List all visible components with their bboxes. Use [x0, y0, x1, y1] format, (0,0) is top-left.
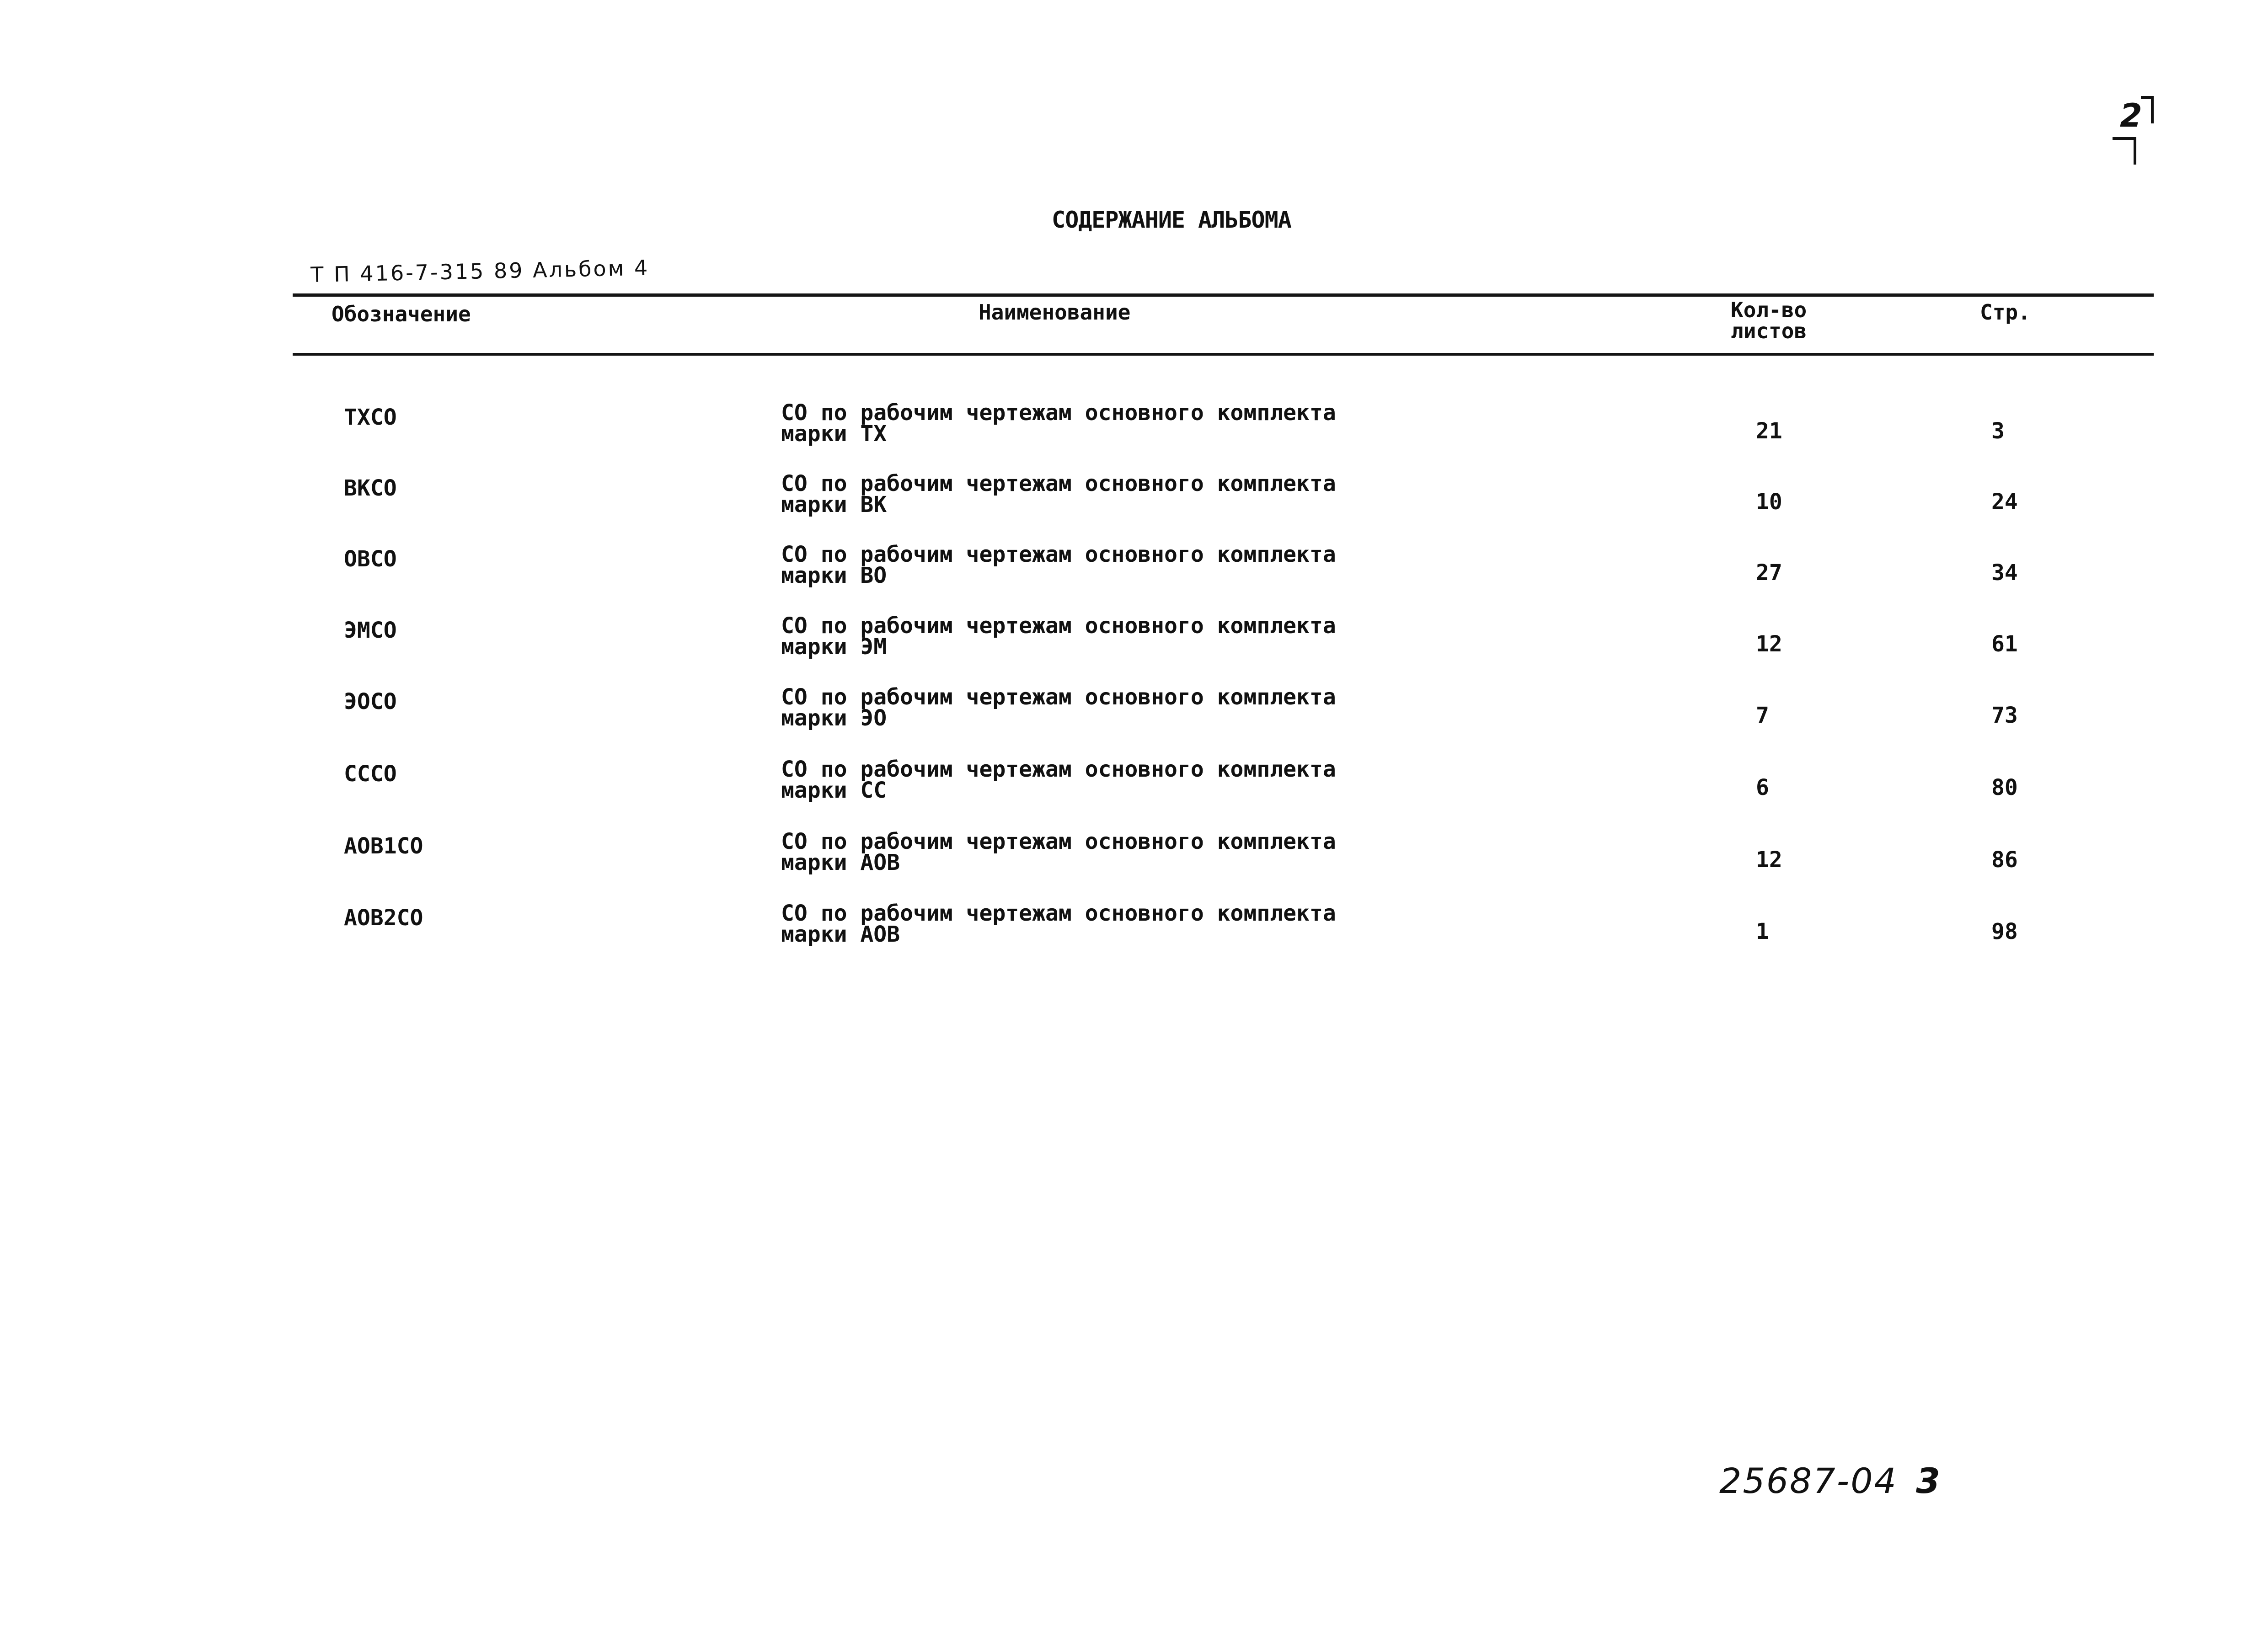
- row-name-line2: марки ВК: [781, 492, 887, 517]
- row-designation: СССО: [344, 761, 397, 787]
- row-name-line1: СО по рабочим чертежам основного комплекта: [781, 400, 1336, 426]
- row-designation: АОВ2СО: [344, 905, 423, 931]
- table-row: [0, 615, 2268, 684]
- row-sheets: 7: [1756, 703, 1769, 728]
- row-name: [781, 759, 1375, 801]
- row-sheets: 12: [1756, 631, 1782, 657]
- table-row: [0, 684, 2268, 755]
- row-name-line1: СО по рабочим чертежам основного комплекта: [781, 829, 1336, 854]
- row-sheets: 21: [1756, 418, 1782, 444]
- row-page: 80: [1991, 775, 2018, 800]
- document-code: 25687-04: [1719, 1460, 1898, 1501]
- row-designation: ТХСО: [344, 405, 397, 430]
- row-page: 73: [1991, 703, 2018, 728]
- row-name-line1: СО по рабочим чертежам основного комплекта: [781, 542, 1336, 567]
- row-name-line2: марки ЭМ: [781, 634, 887, 660]
- row-name-line1: СО по рабочим чертежам основного комплекта: [781, 684, 1336, 710]
- table-row: [0, 759, 2268, 827]
- sheet-number: 3: [1916, 1460, 1940, 1501]
- header-name: Наименование: [979, 300, 1131, 325]
- album-reference: Т П 416-7-315 89 Альбом 4: [310, 255, 650, 287]
- row-sheets: 1: [1756, 919, 1769, 944]
- document-title: СОДЕРЖАНИЕ АЛЬБОМА: [1052, 207, 1291, 233]
- row-name: [781, 400, 1375, 447]
- table-row: [0, 544, 2268, 613]
- row-sheets: 10: [1756, 489, 1782, 515]
- header-sheets-line2: листов: [1731, 319, 1807, 343]
- row-page: 24: [1991, 489, 2018, 515]
- row-designation: ВКСО: [344, 475, 397, 501]
- row-name-line1: СО по рабочим чертежам основного комплекта: [781, 471, 1336, 496]
- header-bottom-rule: [293, 353, 2154, 356]
- page-number: 2: [2120, 97, 2142, 134]
- table-top-rule: [293, 293, 2154, 297]
- row-name: [781, 473, 1375, 515]
- row-name: [781, 544, 1375, 586]
- row-name-line2: марки АОВ: [781, 850, 900, 875]
- row-name-line2: марки ВО: [781, 563, 887, 588]
- row-designation: ОВСО: [344, 546, 397, 572]
- row-name-line1: СО по рабочим чертежам основного комплекта: [781, 757, 1336, 782]
- row-designation: ЭОСО: [344, 689, 397, 714]
- row-name: [781, 613, 1375, 660]
- header-sheets-line1: Кол-во: [1731, 298, 1807, 322]
- corner-bracket-top: [2141, 96, 2154, 123]
- row-sheets: 27: [1756, 560, 1782, 586]
- row-name: [781, 684, 1375, 731]
- row-page: 86: [1991, 847, 2018, 873]
- row-name-line2: марки ТХ: [781, 421, 887, 447]
- header-sheets: [1731, 299, 1807, 341]
- row-sheets: 12: [1756, 847, 1782, 873]
- page-corner-mark: [2103, 91, 2154, 169]
- table-row: [0, 831, 2268, 900]
- table-row: [0, 402, 2268, 471]
- row-page: 3: [1991, 418, 2005, 444]
- row-name: [781, 903, 1375, 945]
- row-name-line1: СО по рабочим чертежам основного комплекта: [781, 901, 1336, 926]
- row-name-line2: марки АОВ: [781, 922, 900, 947]
- row-sheets: 6: [1756, 775, 1769, 800]
- table-row: [0, 473, 2268, 542]
- corner-bracket-bottom: [2113, 137, 2136, 165]
- header-designation: Обозначение: [332, 302, 471, 326]
- row-name: [781, 831, 1375, 873]
- row-designation: ЭМСО: [344, 618, 397, 643]
- header-page: Стр.: [1980, 300, 2031, 325]
- row-page: 98: [1991, 919, 2018, 944]
- row-page: 61: [1991, 631, 2018, 657]
- table-row: [0, 903, 2268, 971]
- row-page: 34: [1991, 560, 2018, 586]
- row-name-line1: СО по рабочим чертежам основного комплекта: [781, 613, 1336, 639]
- row-designation: АОВ1СО: [344, 833, 423, 859]
- row-name-line2: марки ЭО: [781, 705, 887, 731]
- row-name-line2: марки СС: [781, 778, 887, 803]
